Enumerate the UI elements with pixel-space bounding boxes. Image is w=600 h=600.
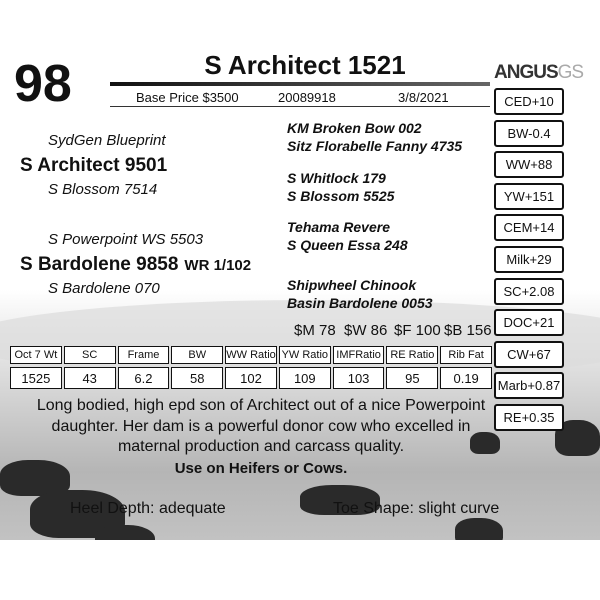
table-cell: 109 [279,367,331,389]
table-cell: 102 [225,367,277,389]
epd-bw: BW-0.4 [494,120,564,147]
table-header: RE Ratio [386,346,438,364]
subline-rule [110,106,490,107]
lot-number: 98 [14,55,72,113]
dollar-w: $W 86 [344,322,388,339]
sire-dam: S Blossom 7514 [48,181,158,198]
table-header: Rib Fat [440,346,492,364]
table-header: BW [171,346,223,364]
recommendation: Use on Heifers or Cows. [174,460,348,477]
ancestor-b2: S Blossom 5525 [287,188,395,204]
ancestor-d1: Shipwheel Chinook [287,277,417,293]
table-value-row [10,364,494,389]
epd-cw: CW+67 [494,341,564,368]
epd-marb: Marb+0.87 [494,372,564,399]
table-header-row [10,346,494,364]
ancestor-a1: KM Broken Bow 002 [287,120,422,136]
table-header: YW Ratio [279,346,331,364]
ancestor-a2: Sitz Florabelle Fanny 4735 [287,138,463,154]
table-cell: 95 [386,367,438,389]
heel-depth: Heel Depth: adequate [70,500,226,517]
epd-milk: Milk+29 [494,246,564,273]
dollar-b: $B 156 [444,322,492,339]
dam: S Bardolene 9858 WR 1/102 [20,254,252,275]
table-header: WW Ratio [225,346,277,364]
registration-number: 20089918 [278,90,336,105]
epd-doc: DOC+21 [494,309,564,336]
epd-column [494,88,564,436]
table-cell: 103 [333,367,385,389]
bottom-margin [0,540,600,600]
epd-yw: YW+151 [494,183,564,210]
dam-wr: WR 1/102 [184,257,252,274]
base-price: Base Price $3500 [136,90,239,105]
dam-sire: S Powerpoint WS 5503 [48,231,204,248]
epd-cem: CEM+14 [494,214,564,241]
ancestor-c1: Tehama Revere [287,219,390,235]
angus-logo: ANGUSGS [494,62,584,83]
ancestor-b1: S Whitlock 179 [287,170,386,186]
epd-ced: CED+10 [494,88,564,115]
description: Long bodied, high epd son of Architect out of a nice Powerpoint daughter. Her dam is a powerful donor cow who excelled in maternal production and carcass quality. [36,397,486,455]
table-header: SC [64,346,116,364]
ancestor-c2: S Queen Essa 248 [287,237,408,253]
table-cell: 6.2 [118,367,170,389]
epd-ww: WW+88 [494,151,564,178]
toe-shape: Toe Shape: slight curve [333,500,500,517]
performance-table [10,346,494,389]
table-header: Frame [118,346,170,364]
table-header: Oct 7 Wt [10,346,62,364]
sire: S Architect 9501 [20,155,168,176]
epd-re: RE+0.35 [494,404,564,431]
birth-date: 3/8/2021 [398,90,449,105]
table-cell: 58 [171,367,223,389]
ancestor-d2: Basin Bardolene 0053 [287,295,433,311]
table-header: IMFRatio [333,346,385,364]
animal-name: S Architect 1521 [204,50,406,80]
dollar-f: $F 100 [394,322,441,339]
dollar-m: $M 78 [294,322,336,339]
table-cell: 43 [64,367,116,389]
table-cell: 0.19 [440,367,492,389]
dam-dam: S Bardolene 070 [48,280,160,297]
epd-sc: SC+2.08 [494,278,564,305]
title-rule [110,82,490,86]
table-cell: 1525 [10,367,62,389]
sire-sire: SydGen Blueprint [48,132,166,149]
